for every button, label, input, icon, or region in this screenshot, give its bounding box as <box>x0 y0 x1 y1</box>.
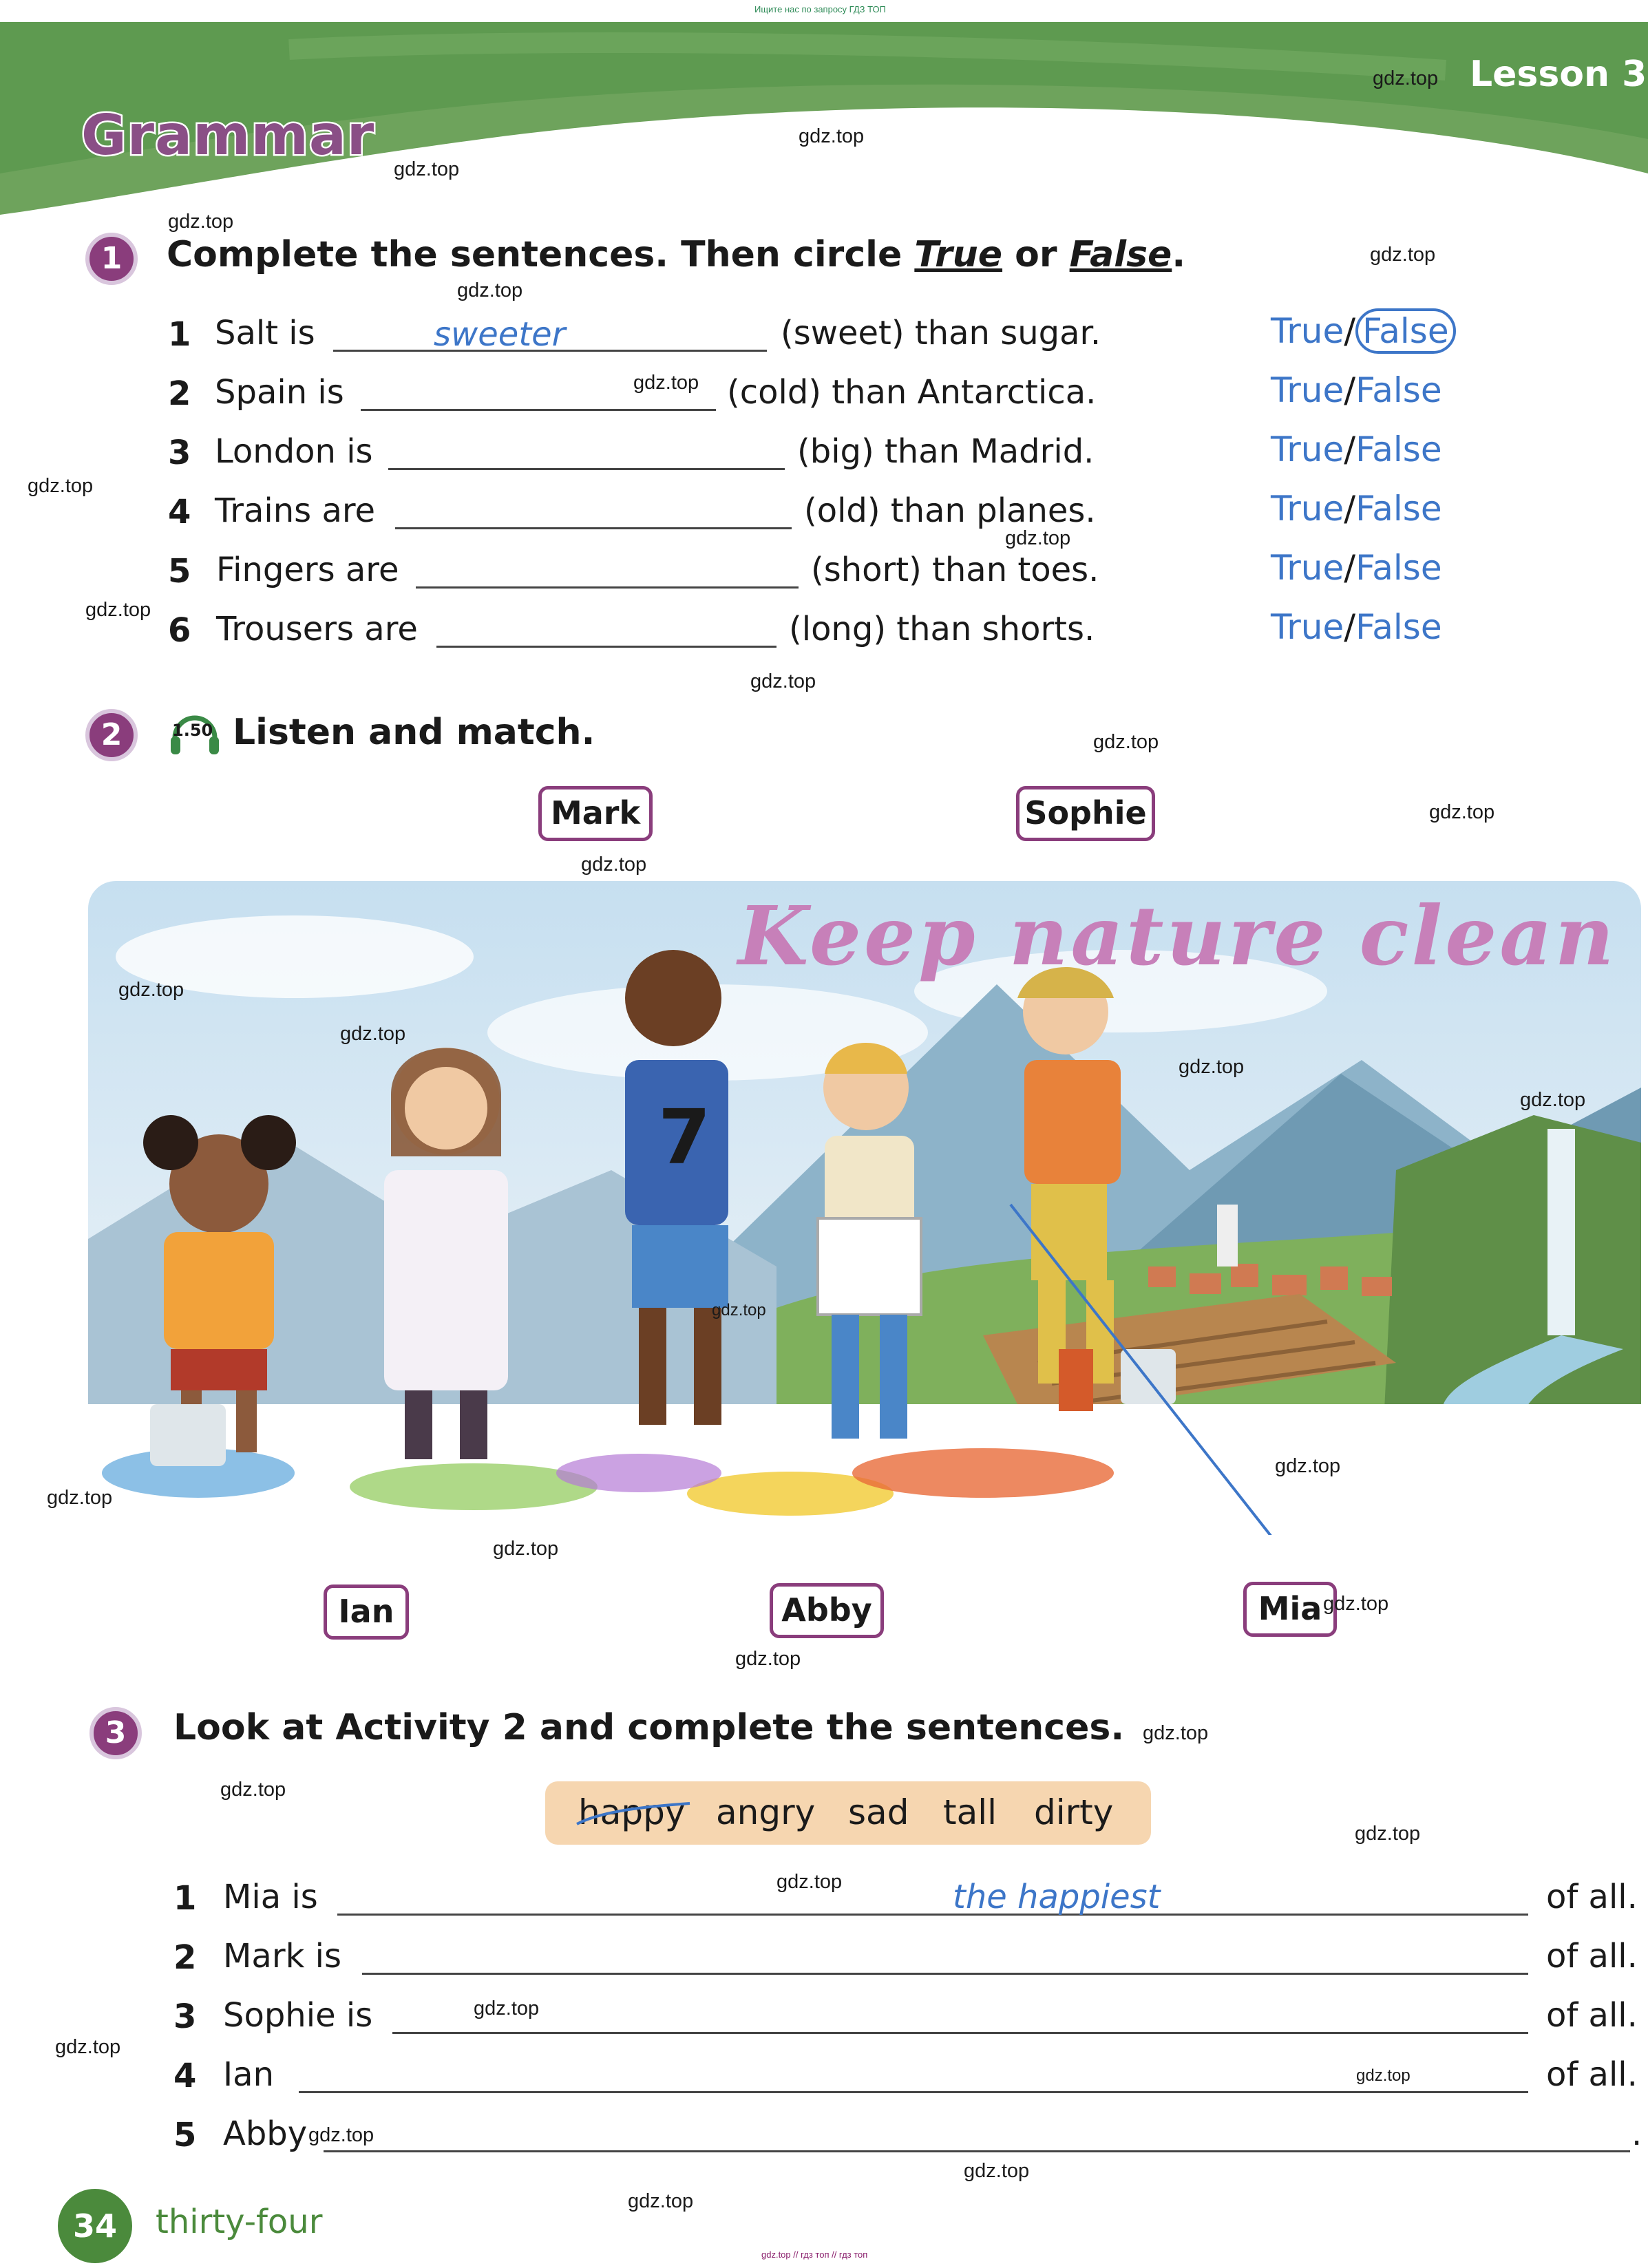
watermark: gdz.top <box>735 1648 801 1670</box>
scene-title: Keep nature clean <box>738 888 1617 984</box>
a3-item-end: of all. <box>1546 1996 1638 2035</box>
a1-item-start: Fingers are <box>216 551 399 589</box>
a3-item-start: Abby <box>223 2115 308 2153</box>
watermark: gdz.top <box>1520 1089 1586 1111</box>
a1-true-false[interactable]: True/False <box>1271 607 1442 647</box>
a1-item-start: Spain is <box>215 373 344 412</box>
strike-through-happy <box>575 1801 693 1828</box>
watermark: gdz.top <box>1373 67 1439 89</box>
watermark: gdz.top <box>777 1871 843 1893</box>
circled-false: False <box>1355 308 1456 354</box>
a1-item-number: 6 <box>168 611 191 650</box>
a3-answer: the happiest <box>953 1878 1161 1916</box>
word-tall: tall <box>943 1792 997 1832</box>
a1-item-number: 3 <box>168 434 191 472</box>
name-box-ian[interactable]: Ian <box>324 1585 409 1640</box>
a1-answer-blank[interactable] <box>388 468 785 470</box>
a3-item-number: 5 <box>173 2116 197 2154</box>
a1-item-start: Salt is <box>215 314 315 352</box>
watermark: gdz.top <box>581 854 647 876</box>
page-number-words: thirty-four <box>156 2203 323 2241</box>
a1-item-number: 2 <box>168 374 191 413</box>
activity-2-number: 2 <box>85 709 138 761</box>
a3-item-number: 2 <box>173 1938 197 1977</box>
watermark: gdz.top <box>1179 1056 1245 1078</box>
watermark: gdz.top <box>47 1487 113 1509</box>
name-box-mia[interactable]: Mia <box>1243 1582 1337 1637</box>
watermark: gdz.top <box>1356 2066 1411 2085</box>
a3-item-start: Sophie is <box>223 1996 373 2035</box>
a3-answer-blank[interactable] <box>362 1973 1528 1975</box>
svg-text:7: 7 <box>658 1093 711 1181</box>
watermark: gdz.top <box>750 670 816 692</box>
bottom-note: gdz.top // гдз топ // гдз топ <box>761 2249 868 2260</box>
watermark: gdz.top <box>1005 527 1071 549</box>
a3-item-end: . <box>1631 2115 1642 2153</box>
watermark: gdz.top <box>633 372 699 394</box>
watermark: gdz.top <box>457 279 523 301</box>
a1-answer: sweeter <box>434 315 566 354</box>
watermark: gdz.top <box>1143 1722 1209 1744</box>
a3-item-number: 1 <box>173 1879 197 1918</box>
a1-true-false[interactable]: True/False <box>1271 430 1442 469</box>
a1-answer-blank[interactable] <box>416 586 799 589</box>
a3-item-number: 3 <box>173 1997 197 2036</box>
a3-answer-blank[interactable] <box>324 2150 1630 2152</box>
a1-item-end: (old) than planes. <box>804 491 1096 530</box>
watermark: gdz.top <box>1370 244 1436 266</box>
a1-true-false[interactable]: True/False <box>1271 489 1442 529</box>
a3-answer-blank[interactable] <box>299 2091 1528 2093</box>
a1-item-end: (cold) than Antarctica. <box>727 373 1097 412</box>
watermark: gdz.top <box>1093 731 1159 753</box>
a1-item-start: Trousers are <box>216 610 418 648</box>
activity-3-instruction: Look at Activity 2 and complete the sentences. <box>173 1707 1125 1748</box>
watermark: gdz.top <box>308 2124 374 2146</box>
a1-item-number: 4 <box>168 493 191 531</box>
a1-item-end: (big) than Madrid. <box>797 432 1095 471</box>
a1-item-end: (sweet) than sugar. <box>781 314 1101 352</box>
activity-2-instruction: Listen and match. <box>233 712 595 753</box>
watermark: gdz.top <box>1355 1823 1421 1845</box>
a1-item-number: 1 <box>168 315 191 354</box>
a1-answer-blank[interactable] <box>361 409 716 411</box>
activity-3-number: 3 <box>89 1707 142 1759</box>
watermark: gdz.top <box>28 475 94 497</box>
a1-answer-blank[interactable] <box>436 646 777 648</box>
activity-1-instruction: Complete the sentences. Then circle True or False. <box>167 234 1186 275</box>
a1-true-false[interactable]: True/False <box>1271 370 1442 410</box>
watermark: gdz.top <box>118 979 184 1001</box>
a3-item-end: of all. <box>1546 1937 1638 1975</box>
a1-item-start: London is <box>215 432 373 471</box>
watermark: gdz.top <box>493 1538 559 1560</box>
word-dirty: dirty <box>1034 1792 1114 1832</box>
a1-item-end: (long) than shorts. <box>789 610 1095 648</box>
lesson-label: Lesson 3 <box>1470 54 1647 95</box>
a1-answer-blank[interactable] <box>395 527 792 529</box>
a3-item-start: Mia is <box>223 1878 318 1916</box>
watermark: gdz.top <box>1429 801 1495 823</box>
a3-item-start: Ian <box>223 2055 274 2094</box>
watermark: gdz.top <box>1323 1593 1389 1615</box>
watermark: gdz.top <box>340 1023 406 1045</box>
page-number: 34 <box>58 2189 132 2263</box>
a1-true-false[interactable]: True/ False <box>1271 311 1456 351</box>
activity-1-number: 1 <box>85 233 138 285</box>
word-angry: angry <box>716 1792 816 1832</box>
word-happy: happy <box>578 1792 686 1832</box>
name-box-mark[interactable]: Mark <box>538 786 653 841</box>
watermark: gdz.top <box>55 2036 121 2058</box>
audio-track-number: 1.50 <box>172 721 213 740</box>
watermark: gdz.top <box>964 2160 1030 2182</box>
a3-answer-blank[interactable] <box>337 1914 1528 1916</box>
a3-answer-blank[interactable] <box>392 2032 1528 2034</box>
section-title: Grammar <box>81 103 375 167</box>
a1-item-number: 5 <box>168 552 191 591</box>
watermark: gdz.top <box>474 1997 540 2020</box>
top-note: Ищите нас по запросу ГДЗ ТОП <box>754 4 886 14</box>
watermark: gdz.top <box>220 1779 286 1801</box>
a1-item-end: (short) than toes. <box>811 551 1099 589</box>
a1-true-false[interactable]: True/False <box>1271 548 1442 588</box>
word-sad: sad <box>848 1792 909 1832</box>
watermark: gdz.top <box>1275 1455 1341 1477</box>
watermark: gdz.top <box>85 599 151 621</box>
watermark: gdz.top <box>628 2190 694 2212</box>
watermark: gdz.top <box>799 125 865 147</box>
a1-item-start: Trains are <box>215 491 376 530</box>
watermark: gdz.top <box>394 158 460 180</box>
a3-item-end: of all. <box>1546 2055 1638 2094</box>
name-box-abby[interactable]: Abby <box>770 1583 884 1638</box>
watermark: gdz.top <box>712 1301 766 1320</box>
a3-item-number: 4 <box>173 2057 197 2095</box>
a3-item-end: of all. <box>1546 1878 1638 1916</box>
a3-item-start: Mark is <box>223 1937 341 1975</box>
name-box-sophie[interactable]: Sophie <box>1016 786 1155 841</box>
watermark: gdz.top <box>168 211 234 233</box>
